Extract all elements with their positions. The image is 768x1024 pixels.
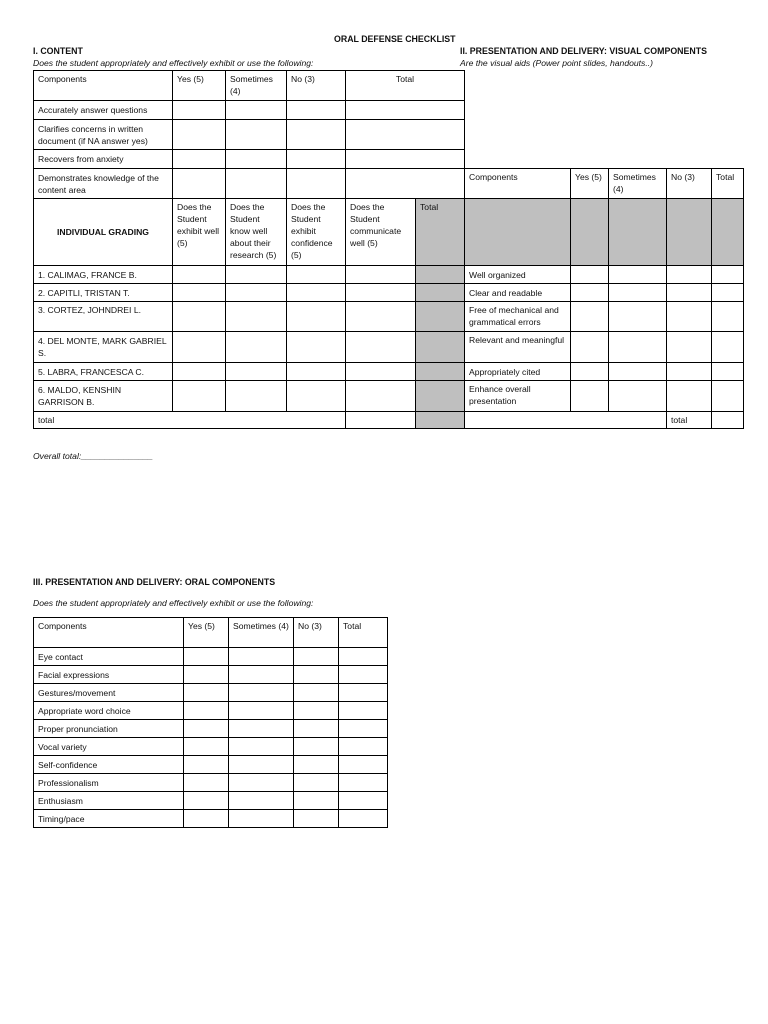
content-header-total: Total [345,70,465,101]
visual-cell[interactable] [570,380,609,412]
grade-cell[interactable] [225,301,287,332]
visual-cell[interactable] [711,331,744,363]
visual-cell[interactable] [711,265,744,284]
content-row-label: Recovers from anxiety [33,149,173,169]
content-instruction: Does the student appropriately and effectively exhibit or use the following: [33,58,314,68]
oral-row-label: Appropriate word choice [33,701,184,720]
oral-cell-sometimes[interactable] [228,737,294,756]
oral-cell-no[interactable] [293,809,339,828]
oral-cell-sometimes[interactable] [228,773,294,792]
visual-footer-blank [464,411,667,429]
oral-instruction: Does the student appropriately and effectively exhibit or use the following: [33,598,314,608]
content-cell-sometimes[interactable] [225,119,287,150]
oral-cell-sometimes[interactable] [228,719,294,738]
individual-grading-label: INDIVIDUAL GRADING [33,198,173,266]
student-name: 1. CALIMAG, FRANCE B. [33,265,173,284]
oral-cell-total[interactable] [338,809,388,828]
content-cell-total[interactable] [345,168,465,199]
oral-cell-sometimes[interactable] [228,791,294,810]
grade-cell[interactable] [286,380,346,412]
content-cell-sometimes[interactable] [225,168,287,199]
document-title: ORAL DEFENSE CHECKLIST [334,34,456,44]
visual-header-total: Total [711,168,744,199]
oral-cell-yes[interactable] [183,683,229,702]
visual-cell[interactable] [666,362,712,381]
visual-cell[interactable] [570,331,609,363]
visual-gray-cell [570,198,609,266]
visual-row-label: Clear and readable [464,283,571,302]
visual-row-label: Well organized [464,265,571,284]
content-section-heading: I. CONTENT [33,46,83,56]
individual-total-gray [415,411,465,429]
grade-cell[interactable] [345,331,416,363]
criterion-know-research: Does the Student know well about their research (5) [225,198,287,266]
student-name: 4. DEL MONTE, MARK GABRIEL S. [33,331,173,363]
visual-row-label: Free of mechanical and grammatical errors [464,301,571,332]
oral-cell-sometimes[interactable] [228,683,294,702]
oral-header-no: No (3) [293,617,339,648]
grade-cell[interactable] [345,380,416,412]
oral-cell-yes[interactable] [183,701,229,720]
grade-cell[interactable] [345,283,416,302]
oral-cell-total[interactable] [338,791,388,810]
content-header-no: No (3) [286,70,346,101]
oral-cell-yes[interactable] [183,755,229,774]
visual-instruction: Are the visual aids (Power point slides, handouts..) [460,58,653,68]
content-row-label: Demonstrates knowledge of the content area [33,168,173,199]
grade-cell[interactable] [345,301,416,332]
content-cell-no[interactable] [286,149,346,169]
visual-cell[interactable] [608,331,667,363]
oral-cell-sometimes[interactable] [228,665,294,684]
oral-row-label: Proper pronunciation [33,719,184,738]
content-cell-sometimes[interactable] [225,100,287,120]
oral-cell-no[interactable] [293,737,339,756]
visual-header-components: Components [464,168,571,199]
oral-cell-no[interactable] [293,719,339,738]
oral-row-label: Timing/pace [33,809,184,828]
oral-cell-yes[interactable] [183,647,229,666]
visual-cell[interactable] [711,301,744,332]
student-name: 2. CAPITLI, TRISTAN T. [33,283,173,302]
oral-cell-no[interactable] [293,665,339,684]
oral-row-label: Enthusiasm [33,791,184,810]
oral-cell-no[interactable] [293,647,339,666]
oral-header-total: Total [338,617,388,648]
grade-cell[interactable] [286,283,346,302]
oral-cell-total[interactable] [338,665,388,684]
grade-cell[interactable] [172,331,226,363]
content-header-sometimes: Sometimes (4) [225,70,287,101]
visual-cell[interactable] [711,380,744,412]
oral-cell-total[interactable] [338,683,388,702]
student-total-cell [415,301,465,332]
oral-cell-sometimes[interactable] [228,809,294,828]
criterion-confidence: Does the Student exhibit confidence (5) [286,198,346,266]
individual-total-value[interactable] [345,411,416,429]
oral-header-components: Components [33,617,184,648]
visual-cell[interactable] [608,265,667,284]
oral-cell-total[interactable] [338,701,388,720]
content-cell-yes[interactable] [172,100,226,120]
content-cell-sometimes[interactable] [225,149,287,169]
visual-cell[interactable] [608,380,667,412]
visual-gray-cell [711,198,744,266]
visual-header-yes: Yes (5) [570,168,609,199]
visual-cell[interactable] [570,283,609,302]
oral-row-label: Self-confidence [33,755,184,774]
grade-cell[interactable] [172,265,226,284]
visual-gray-cell [464,198,571,266]
oral-cell-total[interactable] [338,719,388,738]
content-cell-total[interactable] [345,100,465,120]
visual-cell[interactable] [570,362,609,381]
visual-cell[interactable] [666,265,712,284]
grade-cell[interactable] [225,331,287,363]
visual-cell[interactable] [570,265,609,284]
student-total-cell [415,265,465,284]
grade-cell[interactable] [286,362,346,381]
content-cell-no[interactable] [286,119,346,150]
grade-cell[interactable] [172,362,226,381]
content-header-yes: Yes (5) [172,70,226,101]
content-cell-total[interactable] [345,149,465,169]
oral-row-label: Facial expressions [33,665,184,684]
oral-header-yes: Yes (5) [183,617,229,648]
content-header-components: Components [33,70,173,101]
visual-cell[interactable] [608,362,667,381]
grade-cell[interactable] [286,301,346,332]
visual-row-label: Enhance overall presentation [464,380,571,412]
content-cell-no[interactable] [286,100,346,120]
grade-cell[interactable] [345,265,416,284]
oral-cell-sometimes[interactable] [228,701,294,720]
oral-cell-yes[interactable] [183,737,229,756]
oral-row-label: Vocal variety [33,737,184,756]
criterion-communicate: Does the Student communicate well (5) [345,198,416,266]
oral-cell-yes[interactable] [183,665,229,684]
oral-cell-sometimes[interactable] [228,647,294,666]
grade-cell[interactable] [172,301,226,332]
oral-cell-yes[interactable] [183,773,229,792]
student-name: 6. MALDO, KENSHIN GARRISON B. [33,380,173,412]
visual-cell[interactable] [608,283,667,302]
oral-cell-no[interactable] [293,791,339,810]
grade-cell[interactable] [286,265,346,284]
visual-gray-cell [608,198,667,266]
visual-total-value[interactable] [711,411,744,429]
student-total-cell [415,380,465,412]
oral-cell-total[interactable] [338,737,388,756]
student-name: 5. LABRA, FRANCESCA C. [33,362,173,381]
individual-total-label: total [33,411,346,429]
oral-cell-no[interactable] [293,773,339,792]
visual-cell[interactable] [666,380,712,412]
visual-cell[interactable] [570,301,609,332]
oral-cell-yes[interactable] [183,809,229,828]
oral-cell-no[interactable] [293,755,339,774]
overall-total-line[interactable]: Overall total:_______________ [33,451,153,461]
student-total-cell [415,362,465,381]
content-cell-yes[interactable] [172,119,226,150]
oral-section-heading: III. PRESENTATION AND DELIVERY: ORAL COMPONENTS [33,577,276,587]
oral-cell-sometimes[interactable] [228,755,294,774]
visual-cell[interactable] [608,301,667,332]
criterion-exhibit: Does the Student exhibit well (5) [172,198,226,266]
oral-cell-total[interactable] [338,755,388,774]
grade-cell[interactable] [286,331,346,363]
oral-row-label: Gestures/movement [33,683,184,702]
oral-cell-no[interactable] [293,683,339,702]
oral-row-label: Professionalism [33,773,184,792]
individual-total-header: Total [415,198,465,266]
grade-cell[interactable] [225,283,287,302]
visual-total-label: total [666,411,712,429]
grade-cell[interactable] [225,362,287,381]
visual-header-no: No (3) [666,168,712,199]
content-row-label: Clarifies concerns in written document (if NA answer yes) [33,119,173,150]
grade-cell[interactable] [225,380,287,412]
oral-cell-yes[interactable] [183,791,229,810]
student-total-cell [415,331,465,363]
grade-cell[interactable] [172,283,226,302]
grade-cell[interactable] [225,265,287,284]
visual-cell[interactable] [666,283,712,302]
student-total-cell [415,283,465,302]
content-row-label: Accurately answer questions [33,100,173,120]
oral-cell-no[interactable] [293,701,339,720]
oral-header-sometimes: Sometimes (4) [228,617,294,648]
grade-cell[interactable] [172,380,226,412]
content-cell-no[interactable] [286,168,346,199]
visual-cell[interactable] [711,283,744,302]
content-cell-total[interactable] [345,119,465,150]
oral-cell-yes[interactable] [183,719,229,738]
content-cell-yes[interactable] [172,168,226,199]
visual-header-sometimes: Sometimes (4) [608,168,667,199]
content-cell-yes[interactable] [172,149,226,169]
visual-gray-cell [666,198,712,266]
visual-row-label: Relevant and meaningful [464,331,571,363]
visual-row-label: Appropriately cited [464,362,571,381]
visual-cell[interactable] [666,331,712,363]
oral-cell-total[interactable] [338,773,388,792]
grade-cell[interactable] [345,362,416,381]
visual-section-heading: II. PRESENTATION AND DELIVERY: VISUAL COMPONENTS [460,46,707,56]
oral-cell-total[interactable] [338,647,388,666]
student-name: 3. CORTEZ, JOHNDREI L. [33,301,173,332]
visual-cell[interactable] [666,301,712,332]
oral-row-label: Eye contact [33,647,184,666]
visual-cell[interactable] [711,362,744,381]
